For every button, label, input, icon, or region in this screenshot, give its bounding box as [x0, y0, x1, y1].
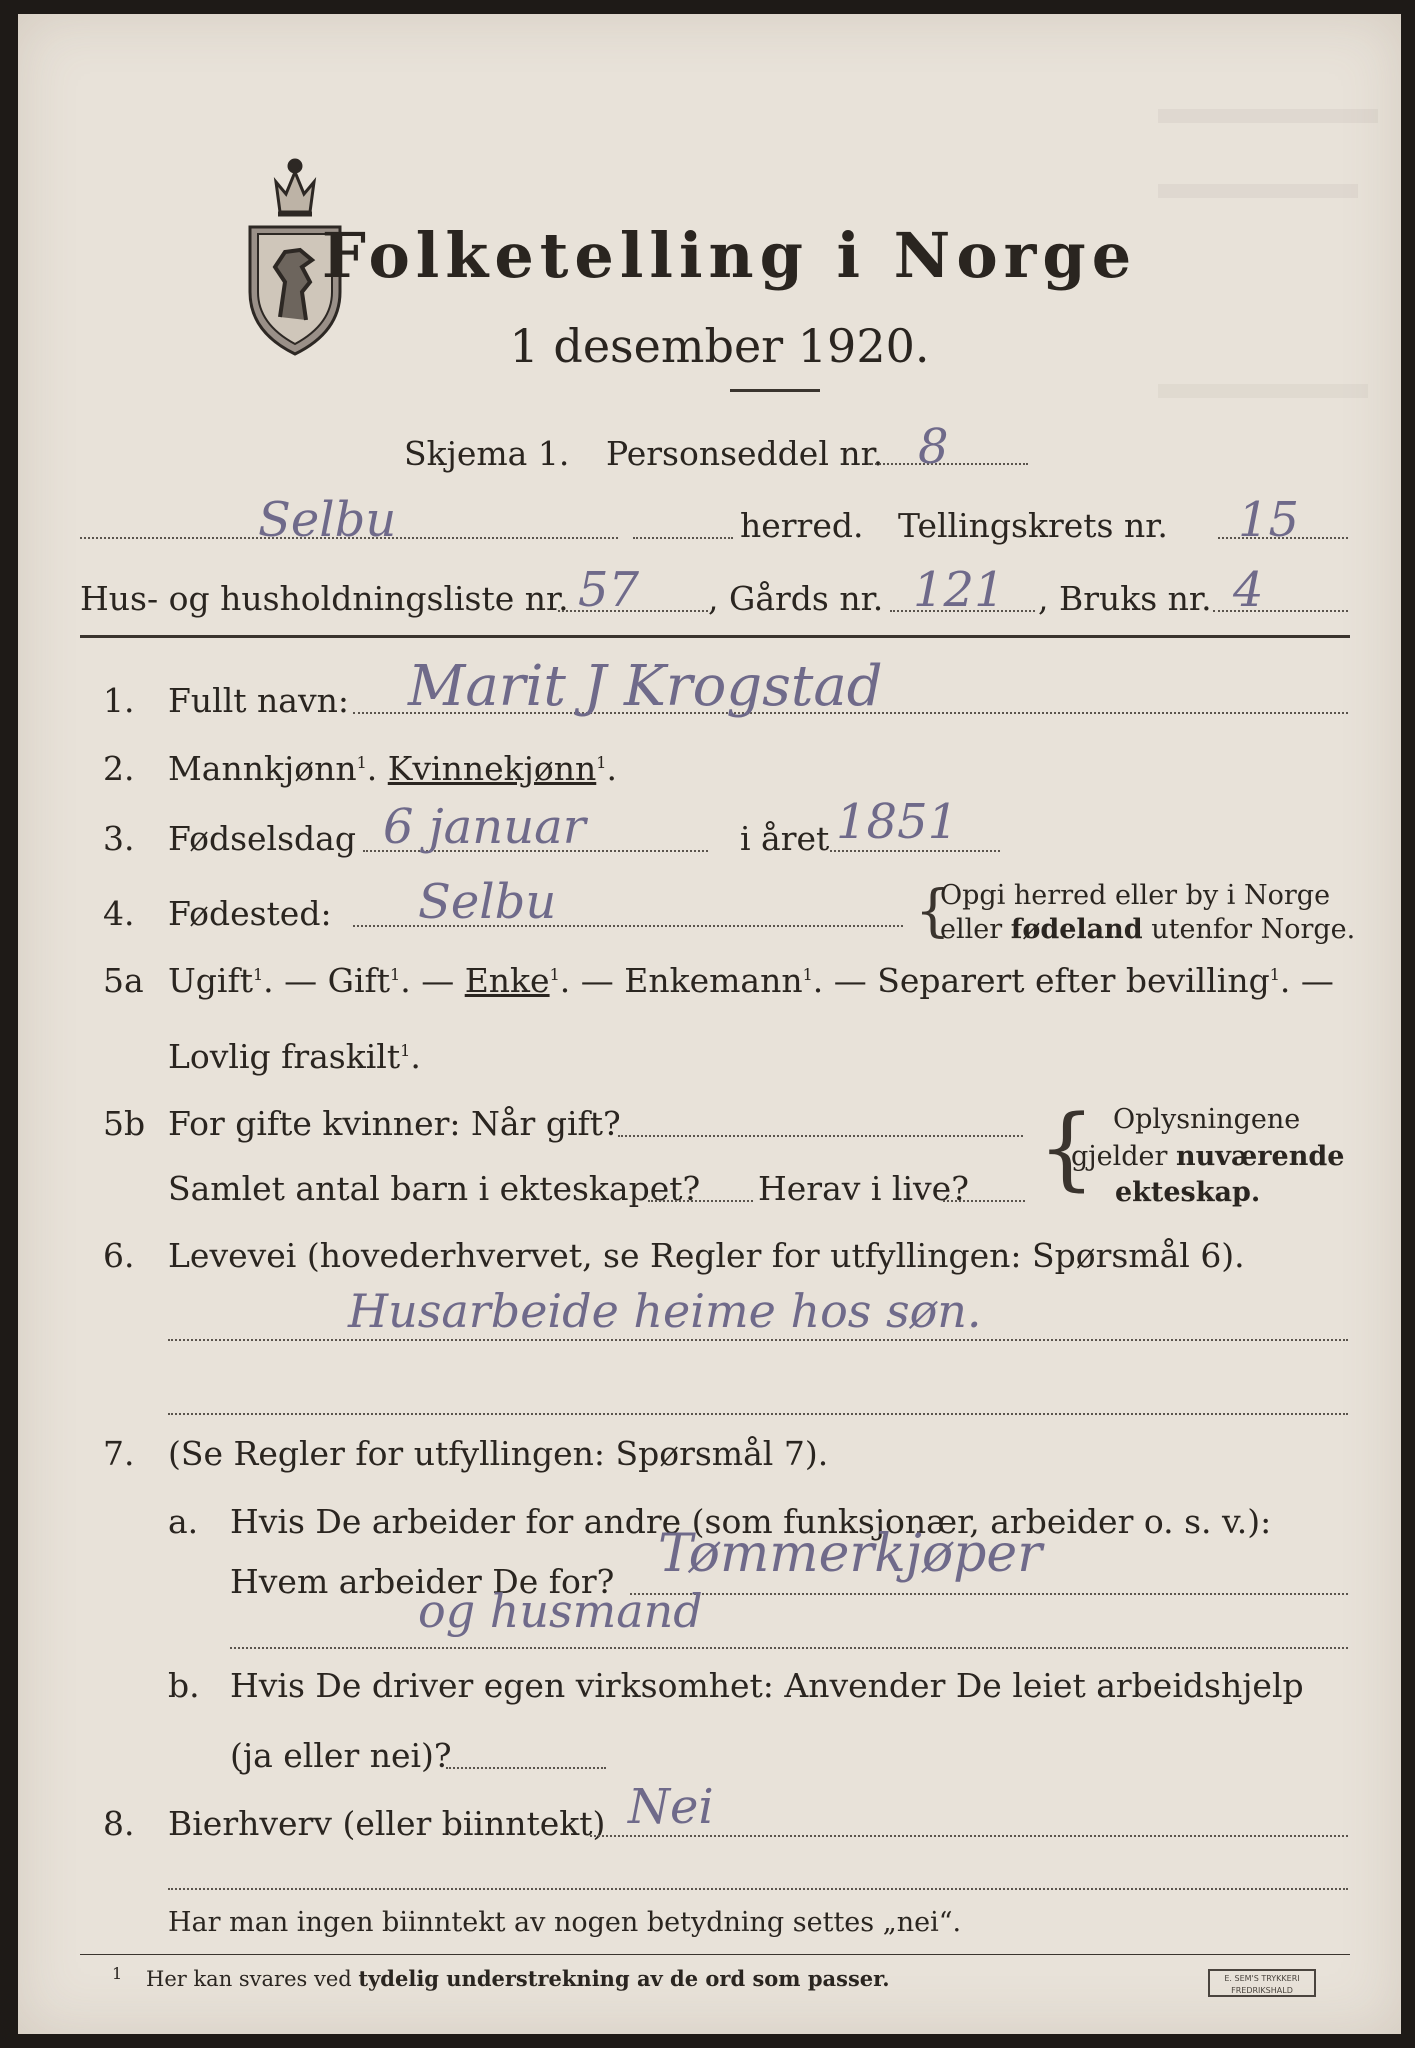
- personseddel-label: Personseddel nr.: [606, 434, 884, 473]
- q5b-samlet: Samlet antal barn i ekteskapet?: [168, 1169, 701, 1208]
- q7b-number: b.: [168, 1666, 200, 1705]
- census-form: [18, 14, 1401, 2034]
- q8-number: 8.: [103, 1804, 135, 1843]
- q7a-line-2: [230, 1647, 1348, 1649]
- q7a-value-1[interactable]: Tømmerkjøper: [658, 1524, 1043, 1584]
- q3-label: Fødselsdag: [168, 819, 356, 858]
- q1-number: 1.: [103, 681, 135, 720]
- hus-label: Hus- og husholdningsliste nr.: [80, 579, 569, 618]
- q7b-line: [446, 1767, 606, 1769]
- footnote-number: 1: [112, 1964, 123, 1983]
- q8-label: Bierhverv (eller biinntekt): [168, 1804, 606, 1843]
- bleed-through: [1158, 109, 1378, 123]
- q5b-samlet-line: [648, 1200, 753, 1202]
- q7a-line-1: [630, 1593, 1348, 1595]
- q7a-question: Hvem arbeider De for?: [230, 1562, 615, 1601]
- q4-brace: {: [915, 879, 951, 944]
- tellingskrets-label: Tellingskrets nr.: [898, 506, 1168, 545]
- q5a-options: [168, 961, 1334, 1000]
- q5a-sup: 1: [1269, 965, 1280, 984]
- q5a-gift[interactable]: Gift: [327, 961, 391, 1000]
- q5b-note2b: nuværende: [1176, 1141, 1345, 1172]
- gards-label: , Gårds nr.: [708, 579, 884, 618]
- footnote: [146, 1966, 890, 1991]
- bruks-label: , Bruks nr.: [1038, 579, 1212, 618]
- q5b-herav-line: [943, 1200, 1025, 1202]
- footer-note: Har man ingen biinntekt av nogen betydning settes „nei“.: [168, 1907, 962, 1938]
- q5a-sup: 1: [802, 965, 813, 984]
- q6-line-2: [168, 1413, 1348, 1415]
- q5a-sup: 1: [390, 965, 401, 984]
- q2-sup: 1: [596, 753, 607, 772]
- q8-value[interactable]: Nei: [628, 1779, 714, 1835]
- bleed-through: [1158, 184, 1358, 198]
- q3-year-value[interactable]: 1851: [836, 794, 959, 850]
- stamp-line2: FREDRIKSHALD: [1231, 1986, 1293, 1995]
- q4-value[interactable]: Selbu: [418, 874, 557, 930]
- q5a-separert[interactable]: Separert efter bevilling: [877, 961, 1270, 1000]
- q4-note-b: fødeland: [1010, 914, 1143, 945]
- title-divider: [730, 389, 820, 392]
- q6-value[interactable]: Husarbeide heime hos søn.: [348, 1284, 982, 1338]
- q5a-dash: . —: [559, 961, 614, 1000]
- q5a-sup: 1: [549, 965, 560, 984]
- q7b-question: (ja eller nei)?: [230, 1736, 452, 1775]
- q2-kvinne[interactable]: Kvinnekjønn: [387, 749, 597, 788]
- q7-number: 7.: [103, 1434, 135, 1473]
- gards-value[interactable]: 121: [913, 562, 1005, 618]
- tellingskrets-value[interactable]: 15: [1238, 492, 1300, 548]
- q5a-number: 5a: [103, 961, 144, 1000]
- q7a-label: Hvis De arbeider for andre (som funksjonær, arbeider o. s. v.):: [230, 1502, 1272, 1541]
- q5a-lovlig-row: [168, 1037, 421, 1076]
- q6-line-1: [168, 1339, 1348, 1341]
- q5a-sup: 1: [252, 965, 264, 984]
- q4-note-line2: [940, 914, 1355, 945]
- form-title: Folketelling i Norge: [321, 219, 1138, 292]
- q5b-note2: [1071, 1141, 1344, 1172]
- hus-value[interactable]: 57: [578, 562, 640, 618]
- q2-number: 2.: [103, 749, 135, 788]
- q2-options: [168, 749, 617, 788]
- q4-number: 4.: [103, 894, 135, 933]
- q8-line-2: [168, 1888, 1348, 1890]
- q7a-number: a.: [168, 1502, 199, 1541]
- q2-sup: 1: [356, 753, 367, 772]
- q6-label: Levevei (hovederhvervet, se Regler for utfyllingen: Spørsmål 6).: [168, 1236, 1245, 1275]
- q5a-enkemann[interactable]: Enkemann: [624, 961, 803, 1000]
- q2-period: .: [606, 749, 617, 788]
- q8-line-1: [590, 1835, 1348, 1837]
- q2-period: .: [366, 749, 378, 788]
- q2-mann[interactable]: Mannkjønn: [168, 749, 357, 788]
- form-date: 1 desember 1920.: [509, 319, 930, 373]
- q5b-gift-line: [618, 1135, 1023, 1137]
- q5b-note3: ekteskap.: [1115, 1177, 1261, 1208]
- q3-year-line: [830, 850, 1000, 852]
- q5a-end: .: [410, 1037, 421, 1076]
- stamp-line1: E. SEM'S TRYKKERI: [1224, 1974, 1300, 1983]
- q5a-dash: . —: [812, 961, 867, 1000]
- herred-value[interactable]: Selbu: [258, 492, 397, 548]
- q5a-dash: . —: [400, 961, 455, 1000]
- personseddel-value[interactable]: 8: [918, 419, 949, 475]
- q5a-lovlig[interactable]: Lovlig fraskilt: [168, 1037, 401, 1076]
- q5a-dash: . —: [1279, 961, 1334, 1000]
- q4-note-c: utenfor Norge.: [1142, 914, 1356, 945]
- q5a-dash: . —: [263, 961, 318, 1000]
- q7a-value-2[interactable]: og husmand: [418, 1584, 703, 1638]
- q3-number: 3.: [103, 819, 135, 858]
- q5b-number: 5b: [103, 1104, 146, 1143]
- q5a-ugift[interactable]: Ugift: [168, 961, 253, 1000]
- q7-label: (Se Regler for utfyllingen: Spørsmål 7).: [168, 1434, 829, 1473]
- q5b-note2a: gjelder: [1071, 1141, 1177, 1172]
- bleed-through: [1158, 384, 1368, 398]
- q5b-label: For gifte kvinner: Når gift?: [168, 1104, 621, 1143]
- q3-year-label: i året: [740, 819, 830, 858]
- q5b-herav: Herav i live?: [758, 1169, 969, 1208]
- q4-label: Fødested:: [168, 894, 332, 933]
- herred-label: herred.: [740, 506, 864, 545]
- q4-note-a: eller: [940, 914, 1011, 945]
- q7b-label: Hvis De driver egen virksomhet: Anvender De leiet arbeidshjelp: [230, 1666, 1304, 1705]
- printer-stamp: [1208, 1969, 1316, 1997]
- footnote-a: Her kan svares ved: [146, 1967, 359, 1991]
- q3-value[interactable]: 6 januar: [383, 799, 586, 855]
- header-rule: [80, 635, 1350, 638]
- footer-rule: [80, 1954, 1350, 1955]
- q5a-sup: 1: [400, 1041, 411, 1060]
- skjema-label: Skjema 1.: [404, 434, 570, 473]
- q6-number: 6.: [103, 1236, 135, 1275]
- footnote-b: tydelig understrekning av de ord som passer.: [358, 1966, 890, 1991]
- q5b-note1: Oplysningene: [1113, 1104, 1301, 1135]
- herred-line-2: [633, 537, 733, 539]
- q5a-enke[interactable]: Enke: [464, 961, 550, 1000]
- q5b-brace: {: [1038, 1096, 1096, 1201]
- bruks-value[interactable]: 4: [1233, 562, 1264, 618]
- q4-note-line1: Opgi herred eller by i Norge: [940, 880, 1331, 911]
- q1-value[interactable]: Marit J Krogstad: [408, 654, 883, 719]
- q1-label: Fullt navn:: [168, 681, 349, 720]
